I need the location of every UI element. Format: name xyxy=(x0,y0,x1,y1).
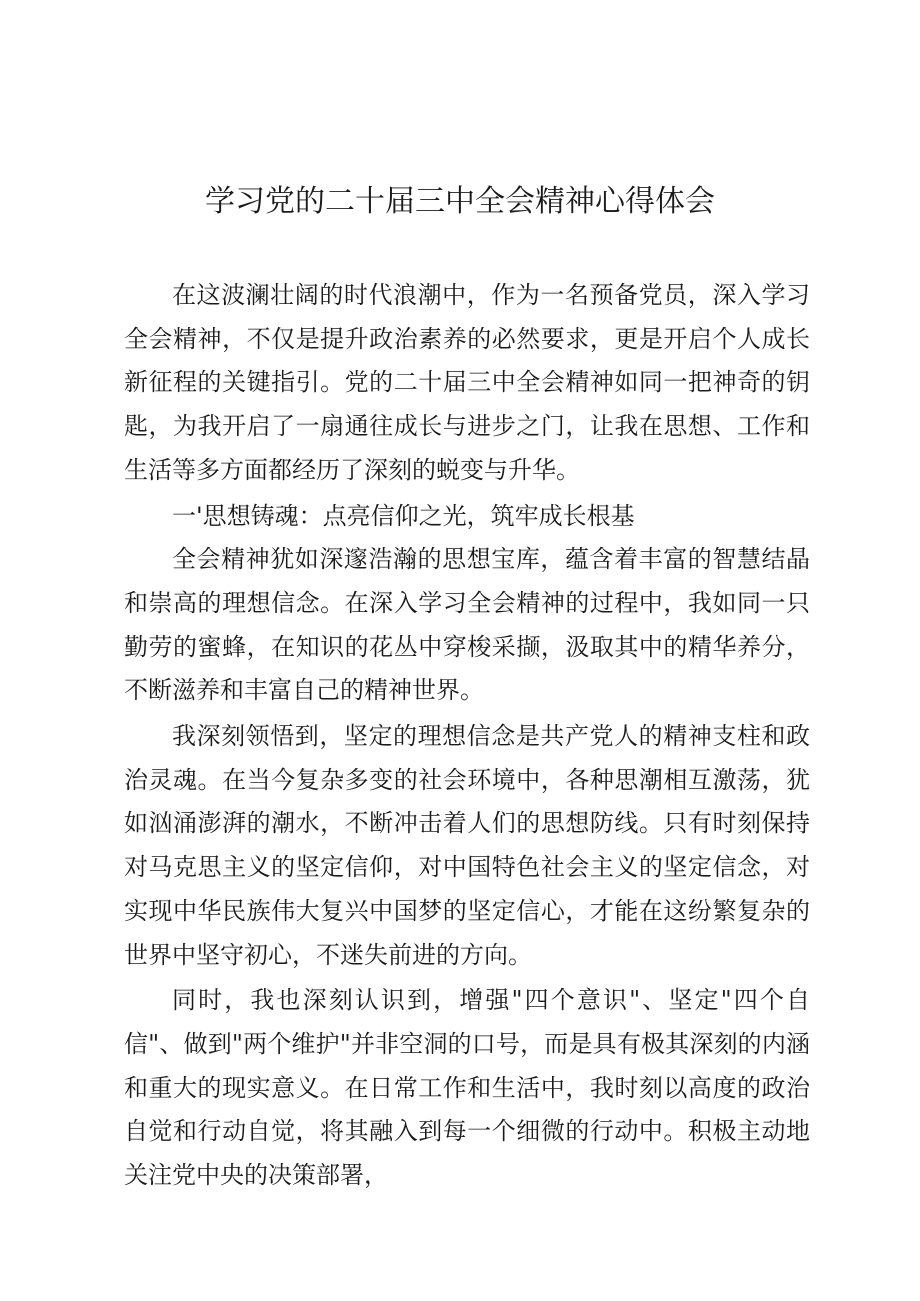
paragraph-ideals-belief: 我深刻领悟到，坚定的理想信念是共产党人的精神支柱和政治灵魂。在当今复杂多变的社会环境中，各种思潮相互激荡，犹如汹涌澎湃的潮水，不断冲击着人们的思想防线。只有时刻保持对马克思主义的坚定信仰，对中国特色社会主义的坚定信念，对实现中华民族伟大复兴中国梦的坚定信心，才能在这纷繁复杂的世界中坚守初心，不迷失前进的方向。 xyxy=(124,722,810,969)
paragraph-four-consciousness: 同时，我也深刻认识到，增强"四个意识"、坚定"四个自信"、做到"两个维护"并非空洞的口号，而是具有极其深刻的内涵和重大的现实意义。在日常工作和生活中，我时刻以高度的政治自觉和行动自觉，将其融入到每一个细微的行动中。积极主动地关注党中央的决策部署， xyxy=(124,986,810,1190)
document-title: 学习党的二十届三中全会精神心得体会 xyxy=(205,184,715,219)
paragraph-intro: 在这波澜壮阔的时代浪潮中，作为一名预备党员，深入学习全会精神，不仅是提升政治素养的必然要求，更是开启个人成长新征程的关键指引。党的二十届三中全会精神如同一把神奇的钥匙，为我开启了一扇通往成长与进步之门，让我在思想、工作和生活等多方面都经历了深刻的蜕变与升华。 xyxy=(124,281,810,484)
section-heading-1: 一'思想铸魂：点亮信仰之光，筑牢成长根基 xyxy=(172,501,635,530)
paragraph-thought-treasury: 全会精神犹如深邃浩瀚的思想宝库，蕴含着丰富的智慧结晶和崇高的理想信念。在深入学习全会精神的过程中，我如同一只勤劳的蜜蜂，在知识的花丛中穿梭采撷，汲取其中的精华养分，不断滋养和丰富自己的精神世界。 xyxy=(124,545,810,705)
document-body xyxy=(124,274,810,1198)
